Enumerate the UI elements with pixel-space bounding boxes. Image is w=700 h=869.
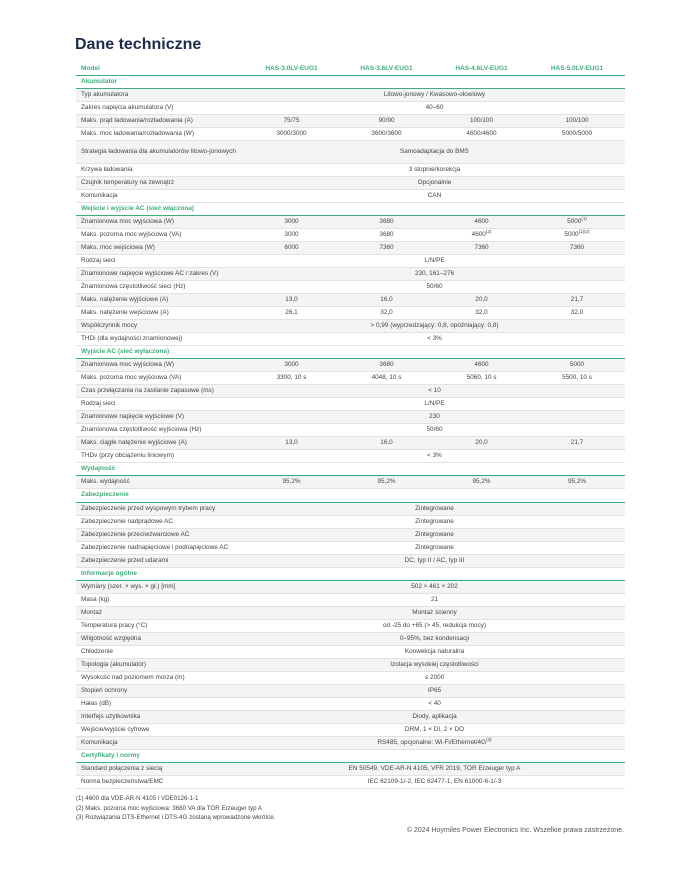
row-value [244,177,625,190]
row-value-model-2 [339,359,434,372]
row-value-text: DC, typ II / AC, typ III [404,556,465,564]
table-row [76,229,625,242]
table-row [76,684,625,697]
row-value-text: 32,0 [570,309,584,317]
row-value-model-1 [244,359,339,372]
row-value-text: Litowo-jonowy / Kwasowo-ołowiowy [383,91,486,99]
row-label: Maks. prąd ładowania/rozładowania (A) [76,115,244,128]
row-value [244,141,625,164]
row-value [244,424,625,437]
table-row [76,528,625,541]
row-label: Temperatura pracy (°C) [81,621,148,629]
row-value-text: 4600 [474,361,489,369]
row-value-text: 75/75 [283,117,300,125]
row-value [244,320,625,333]
row-value [244,164,625,177]
table-row [76,102,625,115]
row-value [244,255,625,268]
table-row [76,255,625,268]
row-value [244,606,625,619]
section-header [76,76,625,89]
row-value-model-1 [244,242,339,255]
row-label: Maks. ciągłe natężenie wyjściowe (A) [76,437,244,450]
row-value-model-3 [434,115,529,128]
row-label: Zabezpieczenie przed wyspowym trybem pracy [76,502,244,515]
table-row [76,658,625,671]
row-value-model-2 [339,115,434,128]
row-value-model-3 [434,294,529,307]
row-value [244,723,625,736]
table-row [76,671,625,684]
row-value-text: 16,0 [380,439,393,447]
footnote-marker: (1)(2) [578,229,590,235]
table-row [76,372,625,385]
row-value-text: 5000 [567,218,582,226]
row-value-text: 230, 161–276 [414,270,455,278]
row-value [244,385,625,398]
footnote-3: (3) Rozwiązania DTS-Ethernet i DTS-4G zostaną wprowadzone wkrótce. [76,814,276,821]
row-value-text: 100/100 [469,117,494,125]
row-value-text: Zintegrowane [415,517,454,525]
row-value-model-3 [434,476,529,489]
row-value-text: 3680 [379,361,394,369]
row-value [244,333,625,346]
row-value-text: 6000 [284,244,299,252]
row-value [244,710,625,723]
row-label: Zabezpieczenie nadnapięciowe i podnapięciowe AC [81,543,229,551]
section-header [76,489,625,502]
row-value-model-3 [434,307,529,320]
row-value [244,450,625,463]
section-title: Zabezpieczenie [76,489,625,502]
table-row [76,710,625,723]
row-value-text: Montaż ścienny [412,608,457,616]
table-row [76,632,625,645]
row-value-model-2 [339,307,434,320]
row-value [244,684,625,697]
row-value-text: 502 × 461 × 202 [411,582,458,590]
row-label: Komunikacja [76,736,244,749]
table-row [76,359,625,372]
section-header [76,749,625,762]
row-value-text: < 3% [427,335,442,343]
row-value-text: 3000/3000 [276,130,307,138]
table-row [76,398,625,411]
row-label: Wymiary (szer. × wys. × gł.) [mm] [76,580,244,593]
row-value-model-4 [529,216,625,229]
row-label: Stopień ochrony [76,684,244,697]
table-row [76,762,625,775]
row-value [244,619,625,632]
table-row [76,268,625,281]
table-header-row [76,63,625,76]
row-label: Czas przełączania na zasilanie zapasowe (ms) [76,385,244,398]
row-value [244,554,625,567]
row-value-model-3 [434,229,529,242]
table-row [76,115,625,128]
row-value-model-2 [339,128,434,141]
row-value-model-4 [529,115,625,128]
row-value [244,528,625,541]
row-label: Strategia ładowania dla akumulatorów litowo-jonowych [76,141,244,164]
row-label: Maks. pozorna moc wyjściowa (VA) [81,231,182,239]
row-value-text: 3000 [284,361,299,369]
row-value-text: 4600 [474,218,489,226]
row-value-text: Diody, aplikacja [412,712,457,720]
row-label: Zabezpieczenie przeciwzwarciowe AC [76,528,244,541]
table-row [76,128,625,141]
table-row [76,333,625,346]
table-row [76,619,625,632]
table-row [76,723,625,736]
row-value-text: 50/60 [426,426,443,434]
header-model-4: HAS-5.0LV-EUG1 [550,65,604,72]
row-label: Maks. natężenie wyjściowe (A) [76,294,244,307]
row-value-text: 0–95%, bez kondensacji [399,634,470,642]
row-value-text: 40–60 [425,104,444,112]
row-value-model-1 [244,115,339,128]
row-label: Współczynnik mocy [76,320,244,333]
row-value-text: 95,2% [567,478,587,486]
row-label: Zakres napięcia akumulatora (V) [81,104,174,112]
row-value-text: 20,0 [475,439,488,447]
row-value [244,541,625,554]
row-value-text: 21 [430,595,439,603]
row-value-text: 3300, 10 s [276,374,307,382]
row-label: Typ akumulatora [76,89,244,102]
row-value-model-2 [339,476,434,489]
row-value-text: Opcjonalnie [417,179,452,187]
row-value-text: od -25 do +65 (> 45, redukcja mocy) [382,621,487,629]
row-label: Standard połączenia z siecią [76,762,244,775]
section-title: Informacje ogólne [76,567,625,580]
row-value-text: 90/90 [378,117,395,125]
row-value [244,632,625,645]
row-value-model-2 [339,372,434,385]
row-label: Maks. wydajność [76,476,244,489]
row-value-text: 5500, 10 s [562,374,592,382]
row-value-text: DRM, 1 × DI, 2 × DO [404,725,465,733]
row-value-text: 20,0 [475,296,488,304]
row-value-model-1 [244,128,339,141]
footnote-marker: (2) [485,229,492,235]
row-label: Znamionowa częstotliwość sieci (Hz) [81,283,186,291]
header-model: Model [81,65,100,72]
table-row [76,437,625,450]
row-value-model-3 [434,216,529,229]
row-value-text: Zintegrowane [415,530,454,538]
row-value-model-3 [434,128,529,141]
row-value-text: IP65 [427,686,442,694]
row-value-text: 32,0 [380,309,393,317]
table-row [76,775,625,788]
row-value-model-1 [244,307,339,320]
page-title: Dane techniczne [75,36,202,53]
table-row [76,580,625,593]
row-value-model-4 [529,359,625,372]
row-label: Chłodzenie [81,647,113,655]
row-value-text: < 40 [428,699,441,707]
row-value-text: RS485, opcjonalne: Wi-Fi/Ethernet/4G [377,738,487,746]
row-value-text: L/N/PE [424,257,445,265]
footnote-marker: (1) [581,216,587,222]
row-label: Norma bezpieczeństwa/EMC [81,777,164,785]
footnotes [76,794,275,823]
table-row [76,216,625,229]
section-header [76,346,625,359]
row-value-model-2 [339,437,434,450]
row-label: Montaż [76,606,244,619]
footnote-1: (1) 4600 dla VDE-AR-N 4105 i VDE0126-1-1 [76,795,199,802]
row-value-model-2 [339,242,434,255]
table-row [76,606,625,619]
table-row [76,645,625,658]
row-value-text: 3680 [379,231,394,239]
row-value-model-3 [434,359,529,372]
row-value-text: 32,0 [475,309,488,317]
row-value-text: Samoadaptacja do BMS [400,147,469,155]
row-value-text: < 10 [428,387,441,395]
row-value-model-3 [434,242,529,255]
row-value [244,411,625,424]
table-row [76,294,625,307]
row-value [244,762,625,775]
row-value [244,580,625,593]
row-label: Wilgotność względna [76,632,244,645]
row-value [244,697,625,710]
row-label: Znamionowa moc wyjściowa (W) [76,216,244,229]
row-value [244,515,625,528]
row-value-text: 5000/5000 [561,130,593,138]
row-value-text: CAN [427,192,442,200]
header-model-2: HAS-3.6LV-EUG1 [360,65,413,72]
row-value-text: Zintegrowane [415,543,454,551]
row-value-model-4 [529,294,625,307]
row-value-text: 50/60 [426,283,443,291]
row-value-model-1 [244,372,339,385]
table-row [76,515,625,528]
row-value-text: 5060, 10 s [466,374,497,382]
row-value [244,89,625,102]
table-row [76,502,625,515]
row-value-text: 95,2% [282,478,301,486]
row-value-text: 7360 [569,244,585,252]
row-value [244,190,625,203]
table-row [76,476,625,489]
table-row [76,736,625,749]
row-value-model-4 [529,437,625,450]
table-row [76,541,625,554]
row-value-text: 16,0 [380,296,393,304]
row-value-text: Izolacja wysokiej częstotliwości [390,660,479,668]
row-value-text: L/N/PE [424,400,445,408]
row-value [244,671,625,684]
row-label: Wysokość nad poziomem morza (m) [81,673,185,681]
row-label: Maks. natężenie wejściowe (A) [81,309,169,317]
row-value-text: 13,0 [285,439,298,447]
row-value-text: Zintegrowane [415,504,454,512]
row-value-text: 21,7 [570,296,584,304]
row-value-text: 230 [429,413,440,421]
row-label: Maks. pozorna moc wyjściowa (VA) [81,374,182,382]
row-value [244,502,625,515]
row-value [244,645,625,658]
table-row [76,697,625,710]
row-value-model-2 [339,216,434,229]
table-row [76,190,625,203]
row-value-text: EN 50549, VDE-AR-N 4105, VFR 2019, TOR Erzeuger typ A [348,764,521,772]
table-row [76,385,625,398]
row-value-text: 7360 [474,244,489,252]
copyright: © 2024 Hoymiles Power Electronics Inc. Wszelkie prawa zastrzeżone. [406,827,624,834]
table-row [76,242,625,255]
row-value-model-1 [244,229,339,242]
row-value-model-4 [529,128,625,141]
row-value-model-4 [529,242,625,255]
row-label: Zabezpieczenie przed udarami [76,554,244,567]
row-value-text: ≤ 2000 [424,673,445,681]
row-value-text: 13,0 [285,296,298,304]
row-value-model-1 [244,476,339,489]
row-label: Masa (kg) [81,595,110,603]
row-label: Znamionowa częstotliwość wyjściowa (Hz) [81,426,202,434]
table-row [76,450,625,463]
row-value-model-4 [529,307,625,320]
row-value-text: IEC 62109-1/-2, IEC 62477-1, EN 61000-6-1/-3 [367,777,502,785]
spec-table [76,63,625,789]
row-value-text: 3000 [284,218,299,226]
row-label: Rodzaj sieci [81,400,116,408]
table-row [76,307,625,320]
row-value-model-1 [244,294,339,307]
row-label: Znamionowe napięcie wyjściowe AC / zakres (V) [76,268,244,281]
row-value-text: 5000 [564,231,579,239]
row-label: Rodzaj sieci [81,257,116,265]
row-label: Zabezpieczenie nadprądowe AC [81,517,174,525]
row-value-model-3 [434,372,529,385]
section-title: Wydajność [76,463,625,476]
row-label: Maks. moc ładowania/rozładowania (W) [81,130,194,138]
row-value [244,775,625,788]
row-value-text: 100/100 [565,117,589,125]
row-value [244,398,625,411]
row-label: Komunikacja [81,192,118,200]
row-value [244,736,625,749]
row-value-model-2 [339,294,434,307]
row-value [244,593,625,606]
row-value-text: 3600/3600 [371,130,402,138]
table-row [76,424,625,437]
row-value [244,658,625,671]
row-label: Znamionowa moc wyjściowa (W) [76,359,244,372]
row-value-text: Konwekcja naturalna [404,647,465,655]
row-value-text: 95,2% [377,478,396,486]
row-value [244,281,625,294]
table-row [76,281,625,294]
row-value-text: 4048, 10 s [371,374,402,382]
table-row [76,320,625,333]
table-row [76,141,625,164]
row-value-text: 4600/4600 [466,130,497,138]
table-row [76,554,625,567]
footnote-marker: (3) [486,736,492,742]
row-value-text: 95,2% [472,478,491,486]
row-label: Topologia (akumulator) [76,658,244,671]
row-value-text: 3000 [284,231,299,239]
section-title: Certyfikaty i normy [76,749,625,762]
row-value-model-1 [244,437,339,450]
table-row [76,177,625,190]
row-value [244,102,625,115]
table-row [76,411,625,424]
row-value [244,268,625,281]
table-row [76,164,625,177]
row-value-model-1 [244,216,339,229]
section-title: Wejście i wyjście AC (sieć włączona) [76,203,625,216]
section-header [76,203,625,216]
row-value-text: > 0,99 (wyprzedzający: 0,8, opóźniający: 0,8) [370,322,499,330]
row-value-text: 7360 [379,244,394,252]
row-label: Hałas (dB) [81,699,112,707]
row-value-model-4 [529,229,625,242]
row-label: Krzywa ładowania [81,166,133,174]
header-model-3: HAS-4.6LV-EUG1 [455,65,508,72]
row-label: THDv (przy obciążeniu liniowym) [81,452,175,460]
table-row [76,593,625,606]
row-value-text: < 3% [427,452,442,460]
row-label: Interfejs użytkownika [76,710,244,723]
row-label: THDi (dla wydajności znamionowej) [81,335,183,343]
section-header [76,567,625,580]
row-value-model-3 [434,437,529,450]
row-value-text: 4600 [471,231,486,239]
row-value-text: 3 stopnie/korekcja [408,166,461,174]
row-value-model-4 [529,372,625,385]
row-label: Czujnik temperatury na zewnątrz [76,177,244,190]
footnote-2: (2) Maks. pozorna moc wyjściowa: 3680 VA dla TOR Erzeuger typ A [76,804,263,812]
section-header [76,463,625,476]
header-model-1: HAS-3.0LV-EUG1 [265,65,318,72]
section-title: Wyjście AC (sieć wyłączona) [76,346,625,359]
row-value-model-4 [529,476,625,489]
row-value-text: 3680 [379,218,394,226]
row-value-text: 5000 [569,361,585,369]
table-row [76,89,625,102]
row-value-model-2 [339,229,434,242]
row-value-text: 26,1 [285,309,298,317]
row-value-text: 21,7 [570,439,584,447]
section-title: Akumulator [76,76,625,89]
row-label: Maks. moc wejściowa (W) [76,242,244,255]
row-label: Znamionowe napięcie wyjściowe (V) [76,411,244,424]
row-label: Wejście/wyjście cyfrowe [81,725,150,733]
